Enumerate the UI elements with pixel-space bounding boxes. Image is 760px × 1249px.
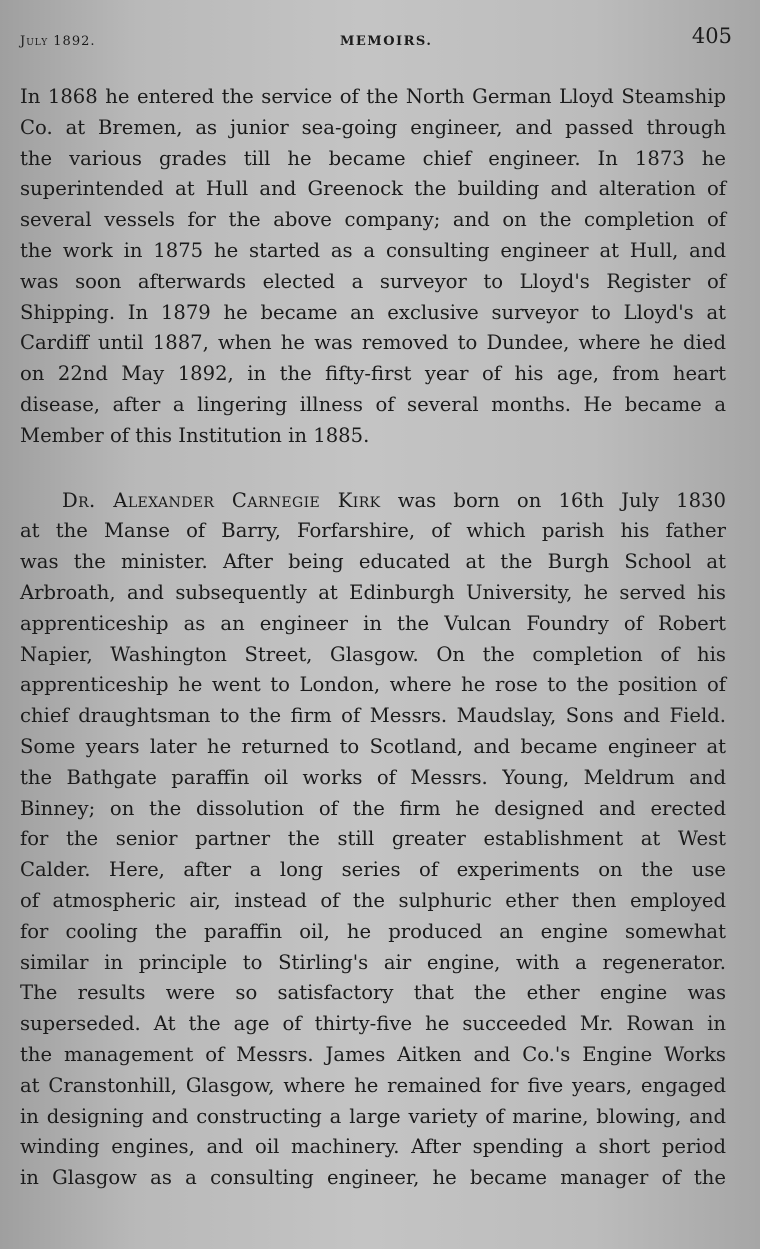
text-line: Shipping. In 1879 he became an exclusive surveyor to Lloyd's at xyxy=(20,300,726,324)
text-line: superintended at Hull and Greenock the building and alteration of xyxy=(20,177,726,201)
memoir-subject-name: Dr. Alexander Carnegie Kirk xyxy=(62,488,381,512)
text-line: winding engines, and oil machinery. After spending a short period xyxy=(20,1135,726,1159)
memoir-paragraph-2 xyxy=(20,486,726,1194)
text-line: the various grades till he became chief engineer. In 1873 he xyxy=(20,146,726,170)
memoir-body xyxy=(20,82,726,1194)
text-line: disease, after a lingering illness of several months. He became a xyxy=(20,392,726,416)
text-line: Binney; on the dissolution of the firm he designed and erected xyxy=(20,796,726,820)
text-line: Napier, Washington Street, Glasgow. On the completion of his xyxy=(20,642,726,666)
text-line: the work in 1875 he started as a consulting engineer at Hull, and xyxy=(20,238,726,262)
opening-line-rest: was born on 16th July 1830 xyxy=(380,488,726,512)
text-line: at the Manse of Barry, Forfarshire, of which parish his father xyxy=(20,519,726,543)
text-line: the management of Messrs. James Aitken and Co.'s Engine Works xyxy=(20,1042,726,1066)
text-line: chief draughtsman to the firm of Messrs. Maudslay, Sons and Field. xyxy=(20,704,726,728)
text-line: Member of this Institution in 1885. xyxy=(20,423,370,447)
text-line: at Cranstonhill, Glasgow, where he remained for five years, engaged xyxy=(20,1073,726,1097)
text-line: Some years later he returned to Scotland, and became engineer at xyxy=(20,734,726,758)
text-line: of atmospheric air, instead of the sulphuric ether then employed xyxy=(20,888,726,912)
text-line: apprenticeship as an engineer in the Vulcan Foundry of Robert xyxy=(20,611,726,635)
page-number: 405 xyxy=(691,24,732,48)
text-line: similar in principle to Stirling's air engine, with a regenerator. xyxy=(20,950,726,974)
text-line: was soon afterwards elected a surveyor to Lloyd's Register of xyxy=(20,269,726,293)
text-line: in Glasgow as a consulting engineer, he became manager of the xyxy=(20,1166,726,1190)
text-line: superseded. At the age of thirty-five he succeeded Mr. Rowan in xyxy=(20,1012,726,1036)
text-line: for the senior partner the still greater establishment at West xyxy=(20,827,726,851)
text-line: several vessels for the above company; and on the completion of xyxy=(20,208,726,232)
text-line: on 22nd May 1892, in the fifty-first year of his age, from heart xyxy=(20,362,726,386)
text-line: Arbroath, and subsequently at Edinburgh University, he served his xyxy=(20,580,726,604)
header-date: July 1892. xyxy=(20,34,96,49)
running-head xyxy=(20,24,732,48)
text-line: the Bathgate paraffin oil works of Messrs. Young, Meldrum and xyxy=(20,765,726,789)
text-line: The results were so satisfactory that the ether engine was xyxy=(20,981,726,1005)
text-line: Co. at Bremen, as junior sea-going engineer, and passed through xyxy=(20,115,726,139)
paragraph-spacer xyxy=(20,452,726,486)
text-line: apprenticeship he went to London, where he rose to the position of xyxy=(20,673,726,697)
text-line: In 1868 he entered the service of the North German Lloyd Steamship xyxy=(20,85,726,108)
text-line: in designing and constructing a large variety of marine, blowing, and xyxy=(20,1104,726,1128)
text-line-opening xyxy=(20,486,726,517)
text-line: for cooling the paraffin oil, he produced an engine somewhat xyxy=(20,919,726,943)
text-line: was the minister. After being educated at the Burgh School at xyxy=(20,550,726,574)
text-line: Calder. Here, after a long series of experiments on the use xyxy=(20,858,726,882)
memoir-paragraph-1 xyxy=(20,82,726,452)
text-line: Cardiff until 1887, when he was removed to Dundee, where he died xyxy=(20,331,726,355)
header-section-title: MEMOIRS. xyxy=(340,34,433,49)
